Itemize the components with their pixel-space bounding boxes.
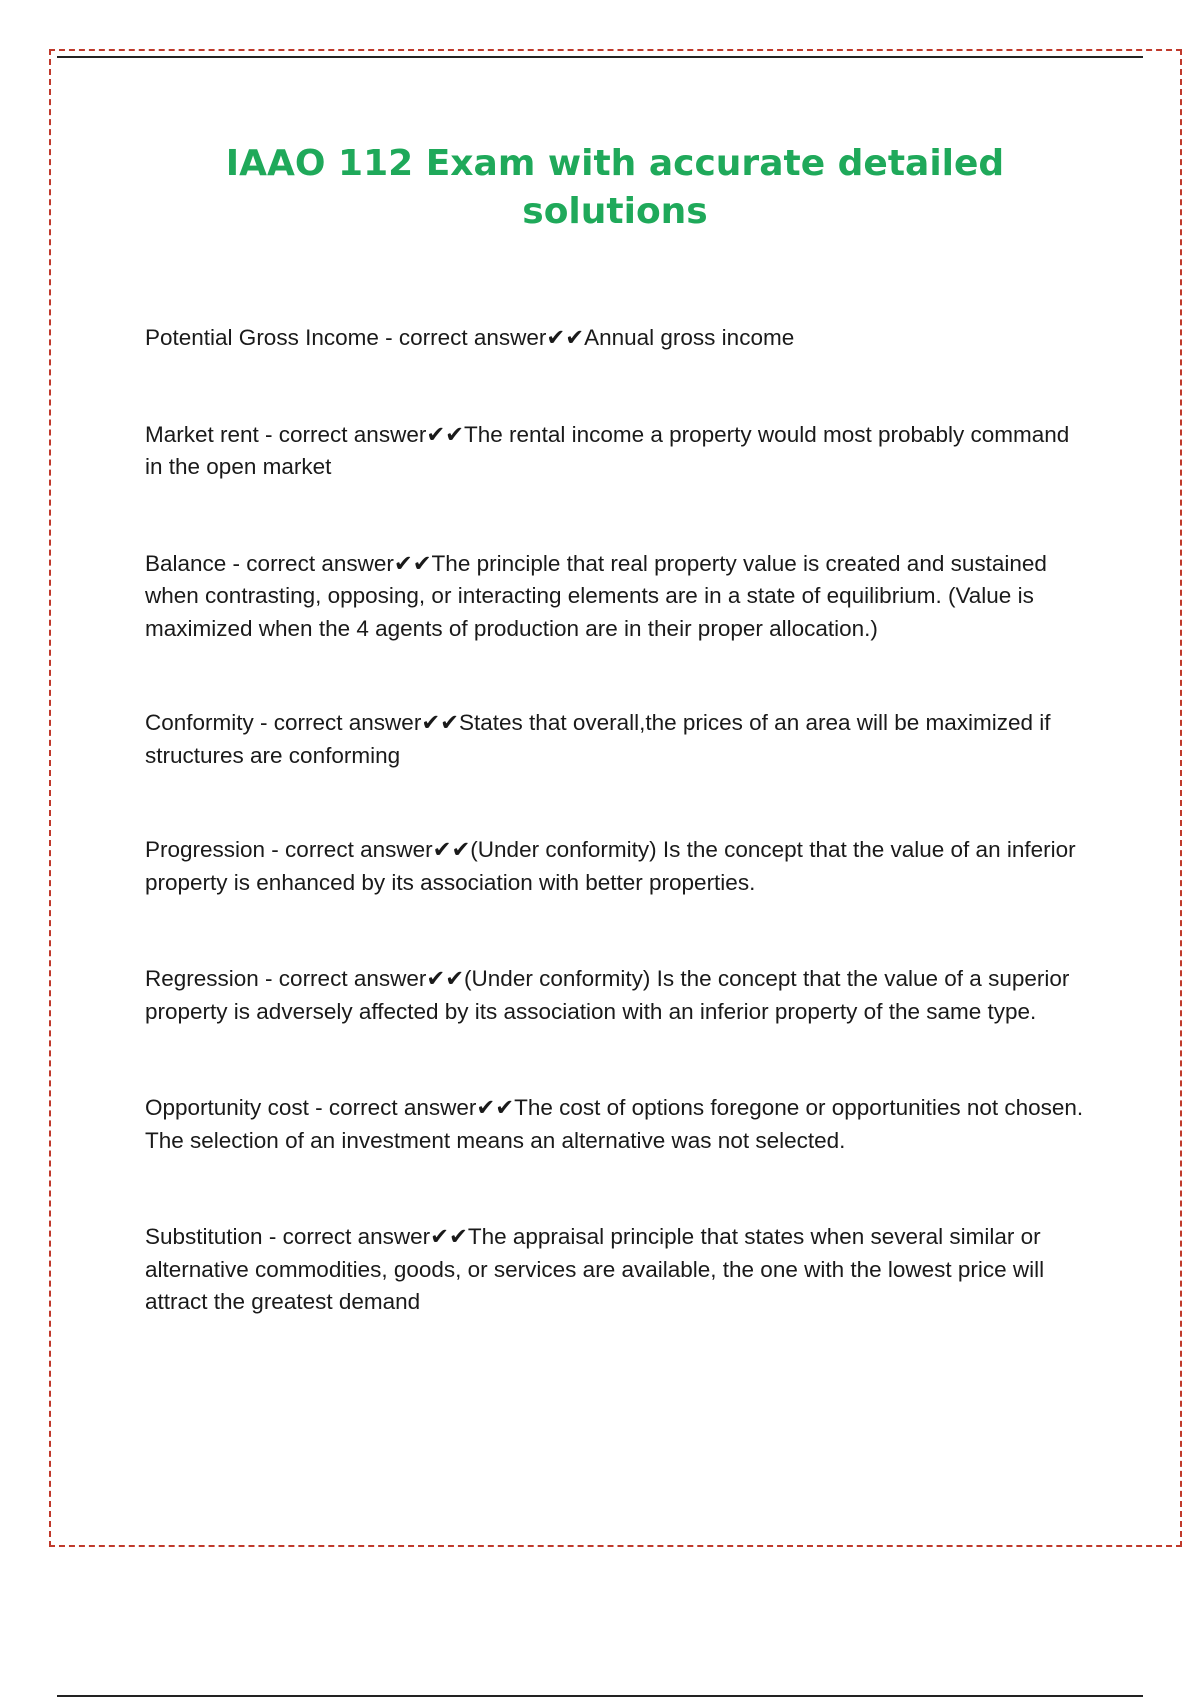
qa-entry-regression: Regression - correct answer✔✔(Under conformity) Is the concept that the value of a superior property is adversely affected by its association with an inferior property of the same type.	[145, 966, 1070, 1024]
qa-entry-progression: Progression - correct answer✔✔(Under conformity) Is the concept that the value of an inferior property is enhanced by its association with better properties.	[145, 837, 1076, 895]
qa-entry-conformity: Conformity - correct answer✔✔States that overall,the prices of an area will be maximized if structures are conforming	[145, 710, 1051, 768]
bottom-rule	[57, 1695, 1143, 1697]
qa-entry-market-rent: Market rent - correct answer✔✔The rental income a property would most probably command in the open market	[145, 421, 1070, 479]
qa-entry-potential-gross-income: Potential Gross Income - correct answer✔✔Annual gross income	[145, 325, 795, 350]
qa-list	[145, 322, 1085, 1319]
page-title: IAAO 112 Exam with accurate detailed solutions	[225, 143, 1005, 232]
qa-entry-balance: Balance - correct answer✔✔The principle that real property value is created and sustained when contrasting, opposing, or interacting elements are in a state of equilibrium. (Value is maximized when the 4 agents of production are in their proper allocation.)	[145, 550, 1047, 641]
qa-entry-opportunity-cost: Opportunity cost - correct answer✔✔The cost of options foregone or opportunities not chosen. The selection of an investment means an alternative was not selected.	[145, 1095, 1084, 1153]
qa-entry-substitution: Substitution - correct answer✔✔The appraisal principle that states when several similar or alternative commodities, goods, or services are available, the one with the lowest price will attract the greatest demand	[145, 1224, 1045, 1314]
